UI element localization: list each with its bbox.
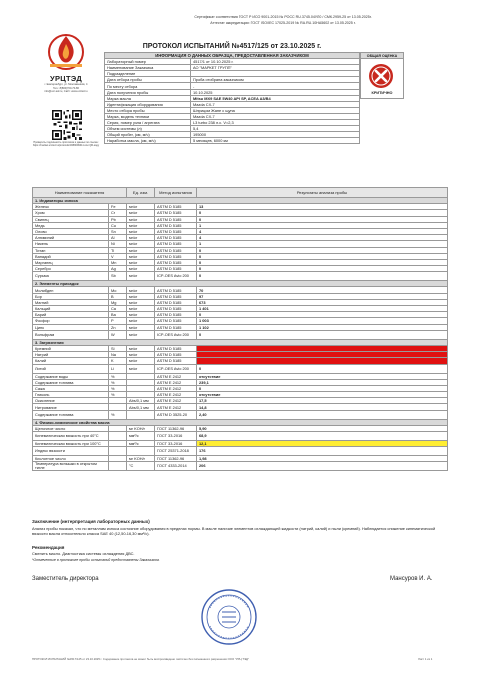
test-method: ASTM D 5185 xyxy=(155,352,197,358)
result-value: 12,1 xyxy=(197,441,448,447)
info-value: Mitsu MX9 SAE 5W40 API SP, ACEA A3/B4 xyxy=(191,95,360,101)
element-symbol: Ti xyxy=(109,247,127,253)
indicator-name: Содержание воды xyxy=(33,373,109,379)
element-symbol: Mo xyxy=(109,287,127,293)
test-method: ASTM E 2412 xyxy=(155,385,197,391)
test-method: ASTM D 5185 xyxy=(155,228,197,234)
result-value: 1 003 xyxy=(197,318,448,324)
indicator-name: Вольфрам xyxy=(33,330,109,339)
contact-line: info@urc-ted.ru, Сайт: www.urctsd.ru xyxy=(44,90,88,94)
protocol-title: ПРОТОКОЛ ИСПЫТАНИЙ №4517/125 от 23.10.2025 г. xyxy=(142,43,322,50)
unit: мг/кг xyxy=(127,272,155,281)
result-value: 17,5 xyxy=(197,398,448,404)
test-method: ГОСТ 25371-2018 xyxy=(155,447,197,456)
test-method: ASTM D 5185 xyxy=(155,235,197,241)
footer-text: ПРОТОКОЛ ИСПЫТАНИЙ №4517/125 от 23.10.2025 г. Содержание протокола не может быть воспроизведено частично без письменного разрешения ООО "УРЦ ТЭД" xyxy=(32,657,249,661)
element-symbol: Na xyxy=(109,352,127,358)
certificate-block xyxy=(118,14,448,26)
element-symbol: Sb xyxy=(109,272,127,281)
company-address xyxy=(32,83,100,94)
info-label: Дата отбора пробы xyxy=(105,77,191,83)
conclusion-text: Анализ пробы показал, что по металлам износа состояние оборудования в пределах нормы. В масле наличие элементов охлаждающей жидкости (натрий, калий) и пыли (кремний). Наблюдается снижение кинематической вязкости масла относительно класса SAE 40 (12,50-16,30 мм²/с). xyxy=(32,526,436,536)
result-value: 1 401 xyxy=(197,306,448,312)
info-label: Подразделение xyxy=(105,71,191,77)
unit: мг/кг xyxy=(127,253,155,259)
info-label: Марка, модель техники xyxy=(105,113,191,119)
info-value: 5,4 xyxy=(191,126,360,132)
test-method: ASTM D 5185 xyxy=(155,312,197,318)
indicator-name: Нитрование xyxy=(33,404,109,410)
section-title: 2. Элементы присадок xyxy=(33,281,448,287)
element-symbol: Li xyxy=(109,364,127,373)
conclusion-title: Заключение (интерпретация лабораторных данных) xyxy=(32,519,150,524)
indicator-name: Индекс вязкости xyxy=(33,447,109,456)
indicator-name: Медь xyxy=(33,222,109,228)
unit: мг/кг xyxy=(127,216,155,222)
result-value: 0 xyxy=(197,330,448,339)
unit: мг/кг xyxy=(127,293,155,299)
result-row xyxy=(33,364,448,373)
test-method: ГОСТ 33-2016 xyxy=(155,441,197,447)
unit: мг/кг xyxy=(127,306,155,312)
element-symbol: K xyxy=(109,358,127,364)
result-value: 13 xyxy=(197,204,448,210)
indicator-name: Железо xyxy=(33,204,109,210)
indicator-name: Молибден xyxy=(33,287,109,293)
address-line: г. Екатеринбург, ул. Монтажников, 4 xyxy=(44,83,88,86)
info-label: Идентификация оборудования xyxy=(105,101,191,107)
element-symbol: V xyxy=(109,253,127,259)
result-value: 1 xyxy=(197,241,448,247)
element-symbol xyxy=(109,462,127,471)
test-method: ГОСТ 4333-2014 xyxy=(155,462,197,471)
indicator-name: Сурьма xyxy=(33,272,109,281)
test-method: ASTM D 5185 xyxy=(155,299,197,305)
brand-name: УРЦТЭД xyxy=(49,74,83,83)
unit: мг/кг xyxy=(127,345,155,351)
element-symbol: Al xyxy=(109,235,127,241)
test-method: ASTM E 2412 xyxy=(155,398,197,404)
test-method: ASTM D 5185 xyxy=(155,247,197,253)
col-header-unit: Ед. изм. xyxy=(127,188,155,198)
result-value: 5,90 xyxy=(197,425,448,431)
certificate-line: Сертификат соответствия ГОСТ Р ИСО 9001-2015 № РОСС RU.3745.04УЛ0 / СМК.2959-25 от 13.05.2025г. xyxy=(194,15,372,19)
test-method: ГОСТ 11362-96 xyxy=(155,425,197,431)
test-method: ASTM D 5185 xyxy=(155,241,197,247)
element-symbol: Ni xyxy=(109,241,127,247)
test-method: ASTM E 2412 xyxy=(155,379,197,385)
element-symbol: % xyxy=(109,379,127,385)
company-logo-icon xyxy=(40,28,92,72)
indicator-name: Титан xyxy=(33,247,109,253)
test-method: ASTM D 5185 xyxy=(155,204,197,210)
test-method: ASTM D 5185 xyxy=(155,210,197,216)
indicator-name: Литий xyxy=(33,364,109,373)
director-name: Мансуров И. А. xyxy=(390,576,433,582)
recommendation-title: Рекомендация xyxy=(32,545,65,550)
unit: мг/кг xyxy=(127,210,155,216)
info-label: Марка масла xyxy=(105,95,191,101)
unit: мг/кг xyxy=(127,312,155,318)
result-row xyxy=(33,447,448,456)
result-row xyxy=(33,432,448,441)
indicator-name: Никель xyxy=(33,241,109,247)
indicator-name: Температура вспышки в открытом тигле xyxy=(33,462,109,471)
result-value: 206 xyxy=(197,462,448,471)
company-stamp-icon xyxy=(200,588,258,646)
test-method: ASTM D 5185 xyxy=(155,324,197,330)
unit: мг/кг xyxy=(127,324,155,330)
indicator-name: Ванадий xyxy=(33,253,109,259)
test-method: ASTM E 2412 xyxy=(155,404,197,410)
unit xyxy=(127,447,155,456)
unit xyxy=(127,410,155,419)
unit: мм²/с xyxy=(127,432,155,441)
indicator-name: Фосфор xyxy=(33,318,109,324)
result-value: отсутствие xyxy=(197,392,448,398)
element-symbol: Mg xyxy=(109,299,127,305)
result-value: 1,98 xyxy=(197,456,448,462)
info-value: Mazda CX-7 xyxy=(191,101,360,107)
indicator-name: Натрий xyxy=(33,352,109,358)
result-value: 0 xyxy=(197,312,448,318)
indicator-name: Содержание топлива xyxy=(33,379,109,385)
results-table xyxy=(32,187,448,471)
recommendation-text: Сменить масло. Диагностика системы охлаждения ДВС. xyxy=(32,551,135,556)
test-method: ASTM D 5185 xyxy=(155,266,197,272)
element-symbol: Zn xyxy=(109,324,127,330)
indicator-name: Хром xyxy=(33,210,109,216)
test-method: ASTM D 5185 xyxy=(155,293,197,299)
unit: °С xyxy=(127,462,155,471)
result-value: 70 xyxy=(197,287,448,293)
element-symbol: Cr xyxy=(109,210,127,216)
element-symbol: Cu xyxy=(109,222,127,228)
test-method: ASTM D 5185 xyxy=(155,306,197,312)
result-value: 673 xyxy=(197,299,448,305)
unit: мг/кг xyxy=(127,241,155,247)
test-method: ASTM D 5185 xyxy=(155,318,197,324)
indicator-name: Окисление xyxy=(33,398,109,404)
info-label: Серия, номер узла / агрегата xyxy=(105,120,191,126)
result-value: 0 xyxy=(197,259,448,265)
test-method: ASTM D 5185 xyxy=(155,287,197,293)
result-value: 176 xyxy=(197,447,448,456)
result-value: 1 102 xyxy=(197,324,448,330)
unit: Abs/0,1 мм xyxy=(127,404,155,410)
result-value: 239,1 xyxy=(197,379,448,385)
indicator-name: Цинк xyxy=(33,324,109,330)
result-row xyxy=(33,410,448,419)
indicator-name: Кислотное число xyxy=(33,456,109,462)
result-value: 0 xyxy=(197,216,448,222)
sample-info-table xyxy=(104,52,360,144)
element-symbol: % xyxy=(109,410,127,419)
test-method: ГОСТ 33-2016 xyxy=(155,432,197,441)
unit: мг/кг xyxy=(127,228,155,234)
indicator-name: Алюминий xyxy=(33,235,109,241)
unit: мг/кг xyxy=(127,204,155,210)
result-row xyxy=(33,272,448,281)
unit: мг/кг xyxy=(127,330,155,339)
element-symbol: P xyxy=(109,318,127,324)
result-value: 1 xyxy=(197,222,448,228)
result-value: 0 xyxy=(197,385,448,391)
test-method: ASTM D 5185 xyxy=(155,358,197,364)
col-header-result: Результаты анализа пробы xyxy=(197,188,448,198)
indicator-name: Сажа xyxy=(33,385,109,391)
phone-line: Тел.: 8(800)700-70-86 xyxy=(53,86,79,90)
qr-code-icon xyxy=(52,110,82,140)
result-value: 0 xyxy=(197,253,448,259)
customer-note: *Отмеченные в протоколе пробы испытаний предоставлены Заказчиком. xyxy=(32,558,160,562)
unit: мг/кг xyxy=(127,358,155,364)
unit: мг/кг xyxy=(127,235,155,241)
element-symbol: Pb xyxy=(109,216,127,222)
element-symbol: Ag xyxy=(109,266,127,272)
info-label: Общий пробег, (км, м/ч) xyxy=(105,132,191,138)
result-value: 2,40 xyxy=(197,410,448,419)
indicator-name: Калий xyxy=(33,358,109,364)
result-value: 14,8 xyxy=(197,404,448,410)
critical-warning-icon xyxy=(368,63,394,89)
unit: мг KOH/г xyxy=(127,456,155,462)
element-symbol: Mn xyxy=(109,259,127,265)
info-value: Mazda CX-7 xyxy=(191,113,360,119)
info-value: L3 turbo 238 л.с. V=2,3 xyxy=(191,120,360,126)
qr-caption: Проверить подлинность протокола и данных по ссылке: https://market.urctsd.ru/protocols/4959096411 или QR-коду xyxy=(32,141,100,148)
element-symbol: % xyxy=(109,385,127,391)
indicator-name: Гликоль xyxy=(33,392,109,398)
unit: мг/кг xyxy=(127,287,155,293)
unit: мг/кг xyxy=(127,364,155,373)
test-method: ICP-OES Avio 200 xyxy=(155,330,197,339)
info-row xyxy=(105,138,360,144)
test-method: ASTM D 5185 xyxy=(155,253,197,259)
element-symbol: Ca xyxy=(109,306,127,312)
info-label: Дата получения пробы xyxy=(105,89,191,95)
page-number: Лист 1 из 1 xyxy=(418,657,433,661)
element-symbol xyxy=(109,447,127,456)
test-method: ASTM D 5185 xyxy=(155,259,197,265)
indicator-name: Олово xyxy=(33,228,109,234)
result-value: 97 xyxy=(197,293,448,299)
info-label: Объем системы (л) xyxy=(105,126,191,132)
result-value: 4 xyxy=(197,235,448,241)
element-symbol: Si xyxy=(109,345,127,351)
test-method: ASTM E 2412 xyxy=(155,392,197,398)
test-method: ASTM D 5185 xyxy=(155,345,197,351)
element-symbol: Sn xyxy=(109,228,127,234)
info-value: - xyxy=(191,83,360,89)
test-method: ASTM D 5185 xyxy=(155,216,197,222)
element-symbol: Fe xyxy=(109,204,127,210)
grade-label: КРИТИЧНО xyxy=(371,91,393,95)
info-value: 195000 xyxy=(191,132,360,138)
section-title: 4. Физико-химические свойства масла xyxy=(33,419,448,425)
info-value: 4517/1 от 10.10.2025 г. xyxy=(191,59,360,65)
accreditation-line: Аттестат аккредитации: ГОСТ ISO/IEC 17025-2019 № RA.RU.10HA5602 от 13.05.2025 г. xyxy=(210,21,356,25)
element-symbol: W xyxy=(109,330,127,339)
col-header-name: Наименование показателя xyxy=(33,188,127,198)
element-symbol: B xyxy=(109,293,127,299)
unit: мг/кг xyxy=(127,352,155,358)
unit: Abs/0,1 мм xyxy=(127,398,155,404)
indicator-name: Бор xyxy=(33,293,109,299)
indicator-name: Барий xyxy=(33,312,109,318)
result-value: 0 xyxy=(197,272,448,281)
result-value: 0 xyxy=(197,364,448,373)
indicator-name: Щелочное число xyxy=(33,425,109,431)
indicator-name: Свинец xyxy=(33,216,109,222)
grade-header: ОБЩАЯ ОЦЕНКА xyxy=(360,52,404,59)
unit: мг/кг xyxy=(127,266,155,272)
info-label: Место отбора пробы xyxy=(105,107,191,113)
results-header-row xyxy=(33,188,448,198)
info-header: ИНФОРМАЦИЯ О ДАННЫХ ОБРАЗЦА, ПРЕДОСТАВЛЕННАЯ ЗАКАЗЧИКОМ xyxy=(105,53,360,59)
indicator-name: Кремний xyxy=(33,345,109,351)
indicator-name: Марганец xyxy=(33,259,109,265)
test-method: ASTM D 3525-20 xyxy=(155,410,197,419)
unit: мг/кг xyxy=(127,299,155,305)
info-value: 10.10.2025 xyxy=(191,89,360,95)
info-label: Наработка масла, (км, м/ч) xyxy=(105,138,191,144)
section-title: 3. Загрязнения xyxy=(33,339,448,345)
info-label: По месту отбора xyxy=(105,83,191,89)
test-method: ICP-OES Avio 200 xyxy=(155,272,197,281)
col-header-method: Метод испытания xyxy=(155,188,197,198)
director-label: Заместитель директора xyxy=(32,576,99,582)
result-value: отсутствие xyxy=(197,373,448,379)
element-symbol: % xyxy=(109,392,127,398)
unit: мг/кг xyxy=(127,318,155,324)
info-value: Проба отобрана заказчиком xyxy=(191,77,360,83)
unit: мм²/с xyxy=(127,441,155,447)
section-title: 1. Индикаторы износа xyxy=(33,198,448,204)
result-value: 68,9 xyxy=(197,432,448,441)
indicator-name: Серебро xyxy=(33,266,109,272)
unit: мг/кг xyxy=(127,222,155,228)
result-row xyxy=(33,330,448,339)
info-label: Наименование Заказчика xyxy=(105,65,191,71)
result-value: 4 xyxy=(197,228,448,234)
element-symbol xyxy=(109,432,127,441)
info-value: Шприцом Жане с щупа xyxy=(191,107,360,113)
info-value: АО "МАРКЕТ ГРУПП" xyxy=(191,65,360,71)
indicator-name: Кинематическая вязкость при 100°C xyxy=(33,441,109,447)
info-label: Лабораторный номер xyxy=(105,59,191,65)
result-value: 0 xyxy=(197,266,448,272)
result-value: 0 xyxy=(197,210,448,216)
unit: мг KOH/г xyxy=(127,425,155,431)
indicator-name: Кинематическая вязкость при 40°C xyxy=(33,432,109,441)
test-method: ГОСТ 11362-96 xyxy=(155,456,197,462)
indicator-name: Кальций xyxy=(33,306,109,312)
result-value: 0 xyxy=(197,247,448,253)
unit: мг/кг xyxy=(127,259,155,265)
unit: мг/кг xyxy=(127,247,155,253)
element-symbol: Ba xyxy=(109,312,127,318)
result-row xyxy=(33,462,448,471)
info-value: 5 месяцев, 6000 км xyxy=(191,138,360,144)
indicator-name: Магний xyxy=(33,299,109,305)
element-symbol: % xyxy=(109,373,127,379)
test-method: ASTM E 2412 xyxy=(155,373,197,379)
indicator-name: Содержание топлива xyxy=(33,410,109,419)
test-method: ICP-OES Avio 200 xyxy=(155,364,197,373)
test-method: ASTM D 5185 xyxy=(155,222,197,228)
